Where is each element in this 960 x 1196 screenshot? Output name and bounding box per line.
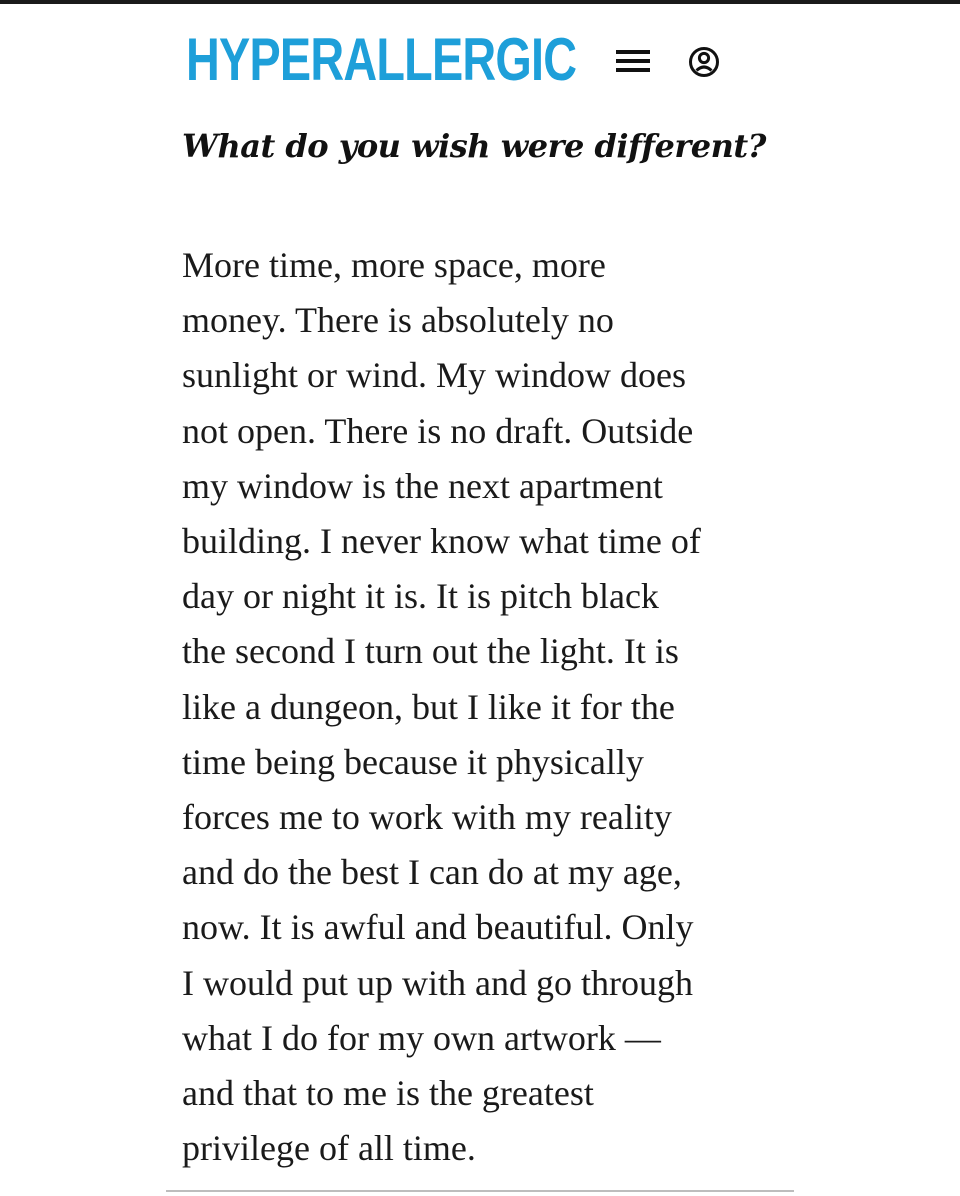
- answer-line: building. I never know what time of: [182, 521, 701, 562]
- site-header: [186, 24, 746, 96]
- hamburger-menu-icon[interactable]: [614, 44, 654, 78]
- answer-line: like a dungeon, but I like it for the: [182, 686, 675, 727]
- answer-line: the second I turn out the light. It is: [182, 631, 679, 672]
- answer-line: and do the best I can do at my age,: [182, 852, 682, 893]
- interview-question: What do you wish were different?: [182, 127, 766, 165]
- answer-line: not open. There is no draft. Outside: [182, 410, 694, 451]
- top-divider: [0, 0, 960, 4]
- interview-answer: [182, 238, 822, 1176]
- answer-line: now. It is awful and beautiful. Only: [182, 907, 694, 948]
- site-logo[interactable]: HYPERALLERGIC: [186, 26, 577, 93]
- answer-line: what I do for my own artwork —: [182, 1017, 661, 1058]
- answer-line: privilege of all time.: [182, 1128, 476, 1169]
- answer-line: money. There is absolutely no: [182, 300, 614, 341]
- answer-line: time being because it physically: [182, 741, 644, 782]
- answer-line: I would put up with and go through: [182, 962, 693, 1003]
- user-account-icon[interactable]: [686, 44, 722, 80]
- answer-line: my window is the next apartment: [182, 465, 663, 506]
- answer-line: day or night it is. It is pitch black: [182, 576, 659, 617]
- answer-line: More time, more space, more: [182, 245, 606, 285]
- bottom-divider: [166, 1190, 794, 1192]
- answer-line: sunlight or wind. My window does: [182, 355, 686, 396]
- answer-line: and that to me is the greatest: [182, 1073, 594, 1114]
- answer-line: forces me to work with my reality: [182, 797, 672, 838]
